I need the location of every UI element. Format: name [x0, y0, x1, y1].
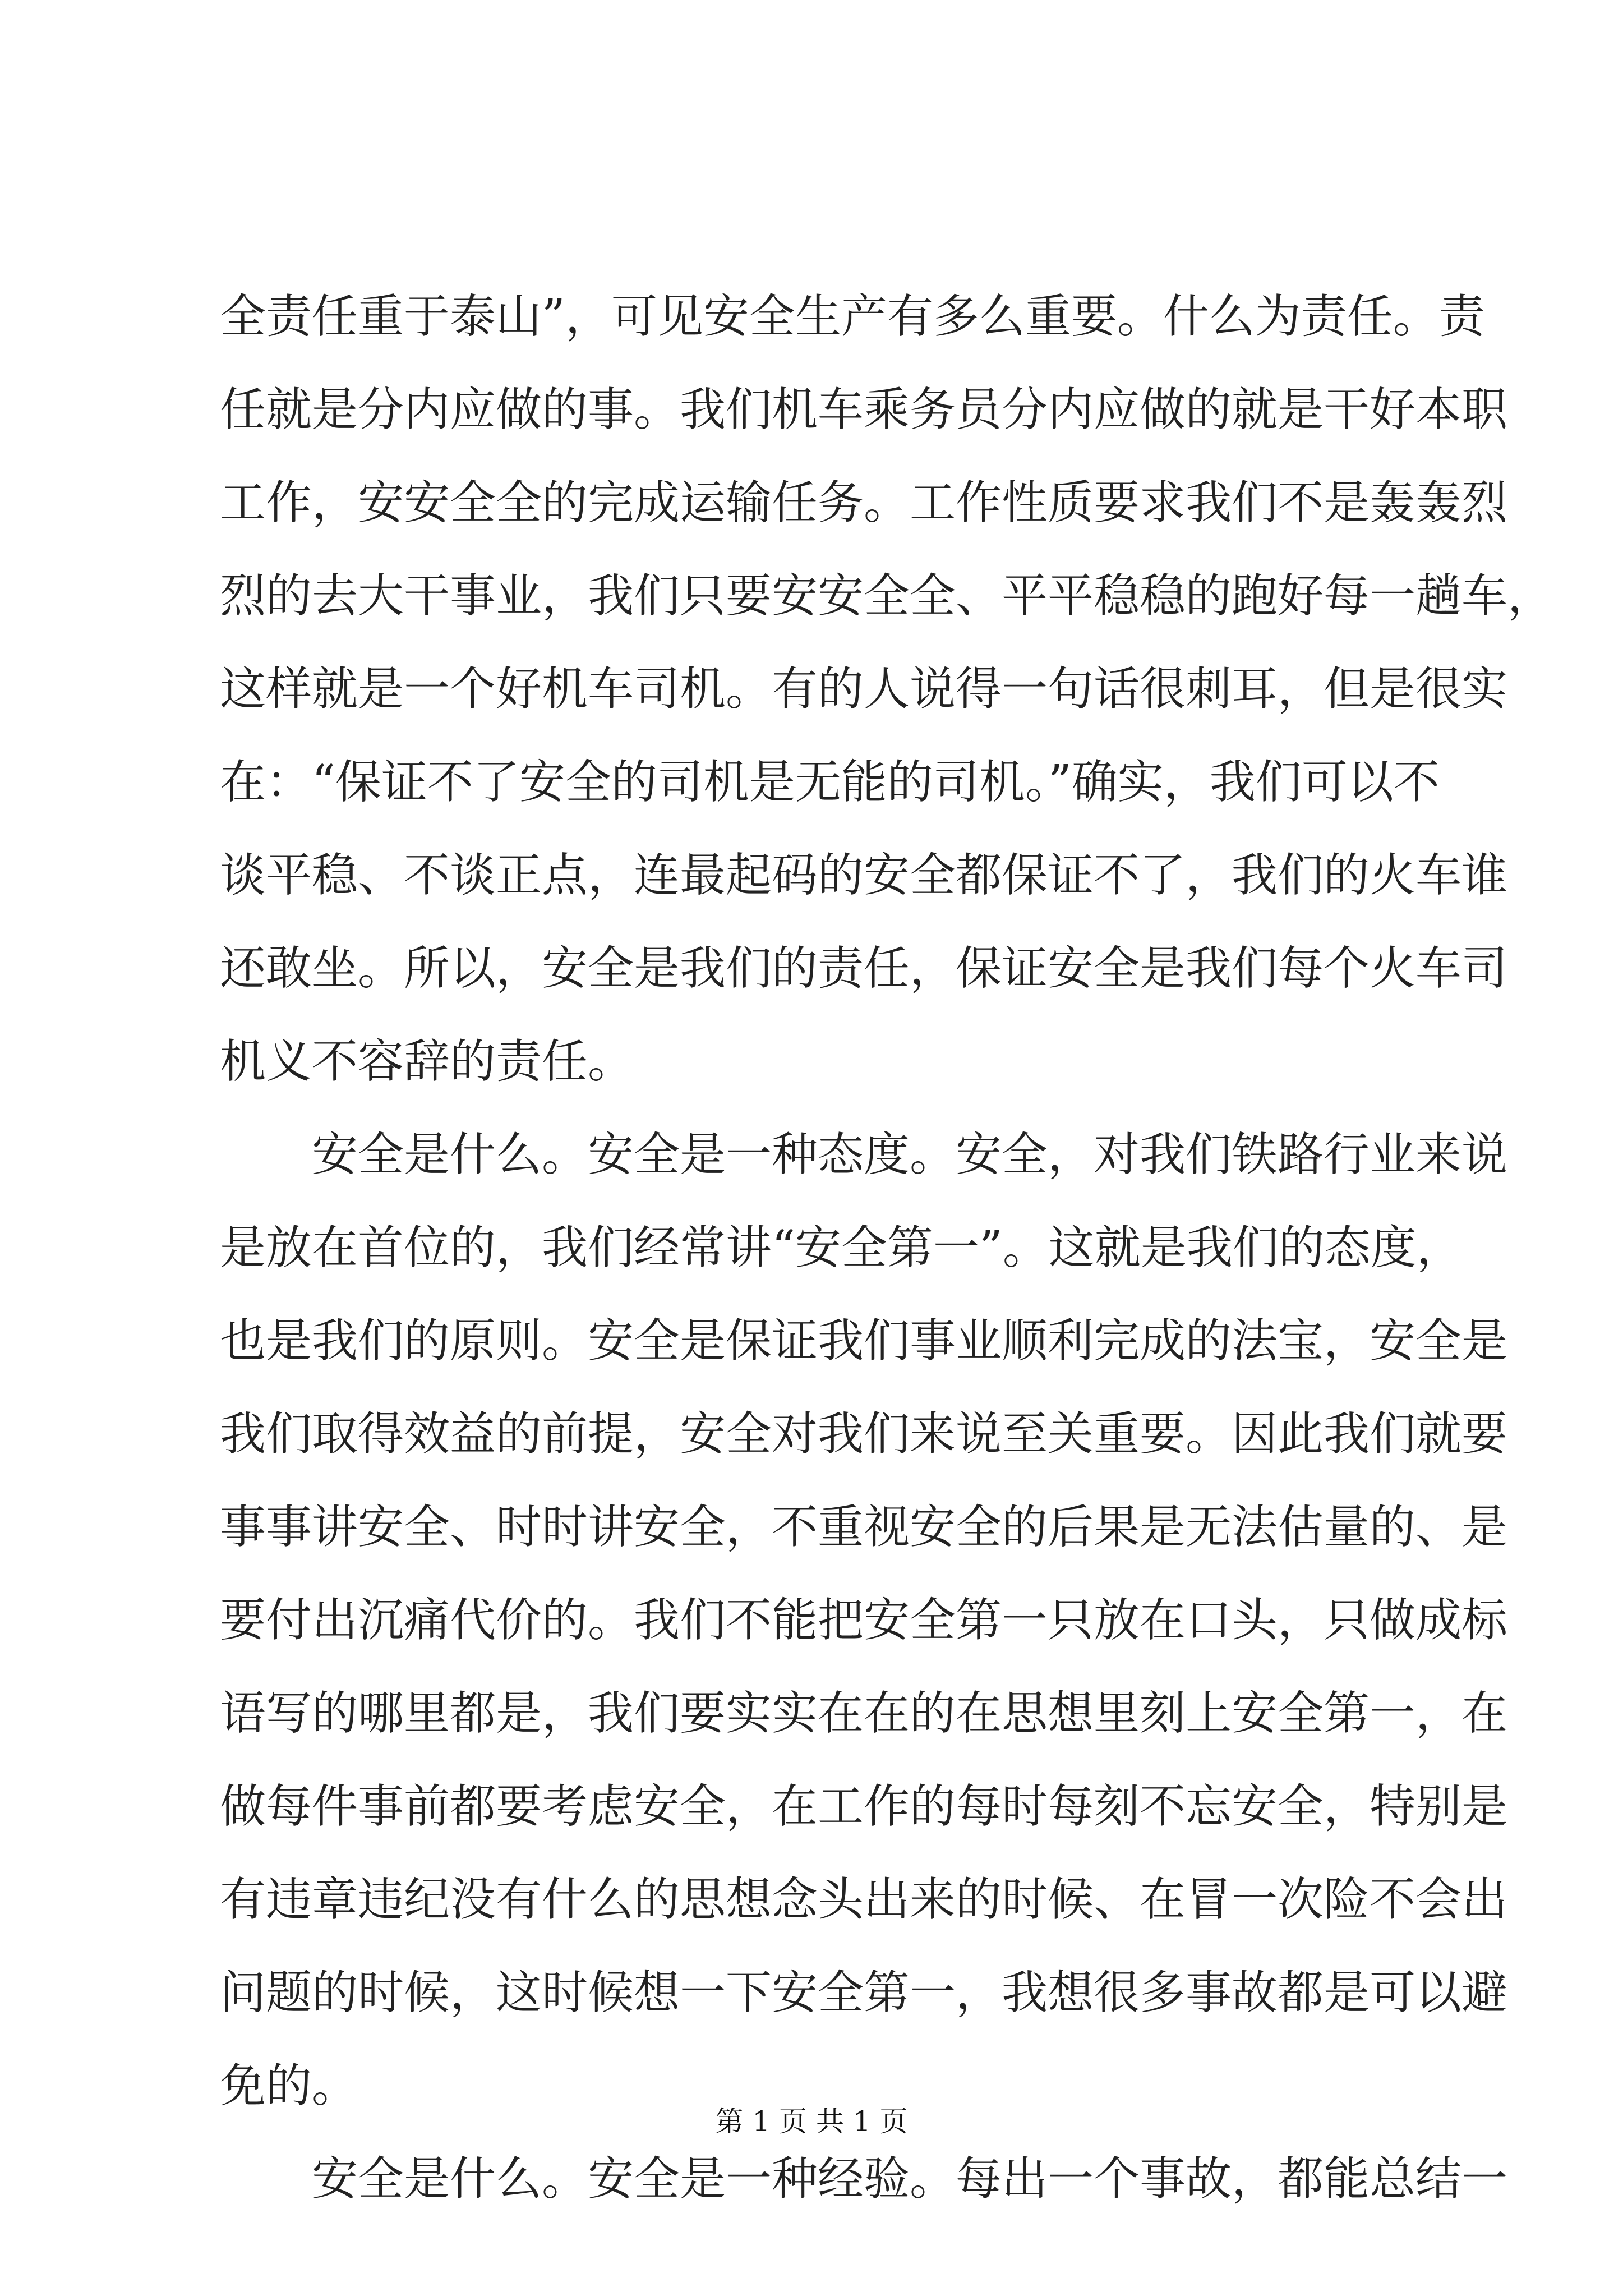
text-line-8: 还敢坐。所以，安全是我们的责任，保证安全是我们每个火车司	[220, 942, 1508, 995]
text-line-16: 语写的哪里都是，我们要实实在在的在思想里刻上安全第一，在	[220, 1687, 1508, 1740]
text-line-6: 在：“保证不了安全的司机是无能的司机。”确实，我们可以不	[220, 756, 1440, 809]
text-line-2: 任就是分内应做的事。我们机车乘务员分内应做的就是干好本职	[220, 383, 1508, 436]
page-footer	[0, 2105, 1623, 2138]
text-line-21: 安全是什么。安全是一种经验。每出一个事故，都能总结一	[312, 2152, 1508, 2206]
text-line-5: 这样就是一个好机车司机。有的人说得一句话很刺耳，但是很实	[220, 662, 1508, 716]
text-line-19: 问题的时候，这时候想一下安全第一，我想很多事故都是可以避	[220, 1966, 1508, 2019]
text-line-17: 做每件事前都要考虑安全，在工作的每时每刻不忘安全，特别是	[220, 1780, 1508, 1833]
text-line-9: 机义不容辞的责任。	[220, 1035, 634, 1088]
text-line-3: 工作，安安全全的完成运输任务。工作性质要求我们不是轰轰烈	[220, 476, 1508, 530]
text-line-14: 事事讲安全、时时讲安全，不重视安全的后果是无法估量的、是	[220, 1501, 1508, 1554]
text-line-7: 谈平稳、不谈正点，连最起码的安全都保证不了，我们的火车谁	[220, 849, 1508, 902]
text-line-13: 我们取得效益的前提，安全对我们来说至关重要。因此我们就要	[220, 1407, 1508, 1461]
document-body	[220, 270, 1554, 2226]
text-line-11: 是放在首位的，我们经常讲“安全第一”。这就是我们的态度，	[220, 1221, 1463, 1274]
text-line-20: 免的。	[220, 2059, 358, 2113]
text-line-18: 有违章违纪没有什么的思想念头出来的时候、在冒一次险不会出	[220, 1873, 1508, 1926]
page-number-label: 第 1 页 共 1 页	[715, 2105, 908, 2138]
text-line-12: 也是我们的原则。安全是保证我们事业顺利完成的法宝，安全是	[220, 1314, 1508, 1368]
text-line-1: 全责任重于泰山”，可见安全生产有多么重要。什么为责任。责	[220, 290, 1485, 343]
text-line-15: 要付出沉痛代价的。我们不能把安全第一只放在口头，只做成标	[220, 1594, 1508, 1647]
text-line-4: 烈的去大干事业，我们只要安安全全、平平稳稳的跑好每一趟车，	[220, 569, 1554, 623]
text-line-10: 安全是什么。安全是一种态度。安全，对我们铁路行业来说	[312, 1128, 1508, 1181]
